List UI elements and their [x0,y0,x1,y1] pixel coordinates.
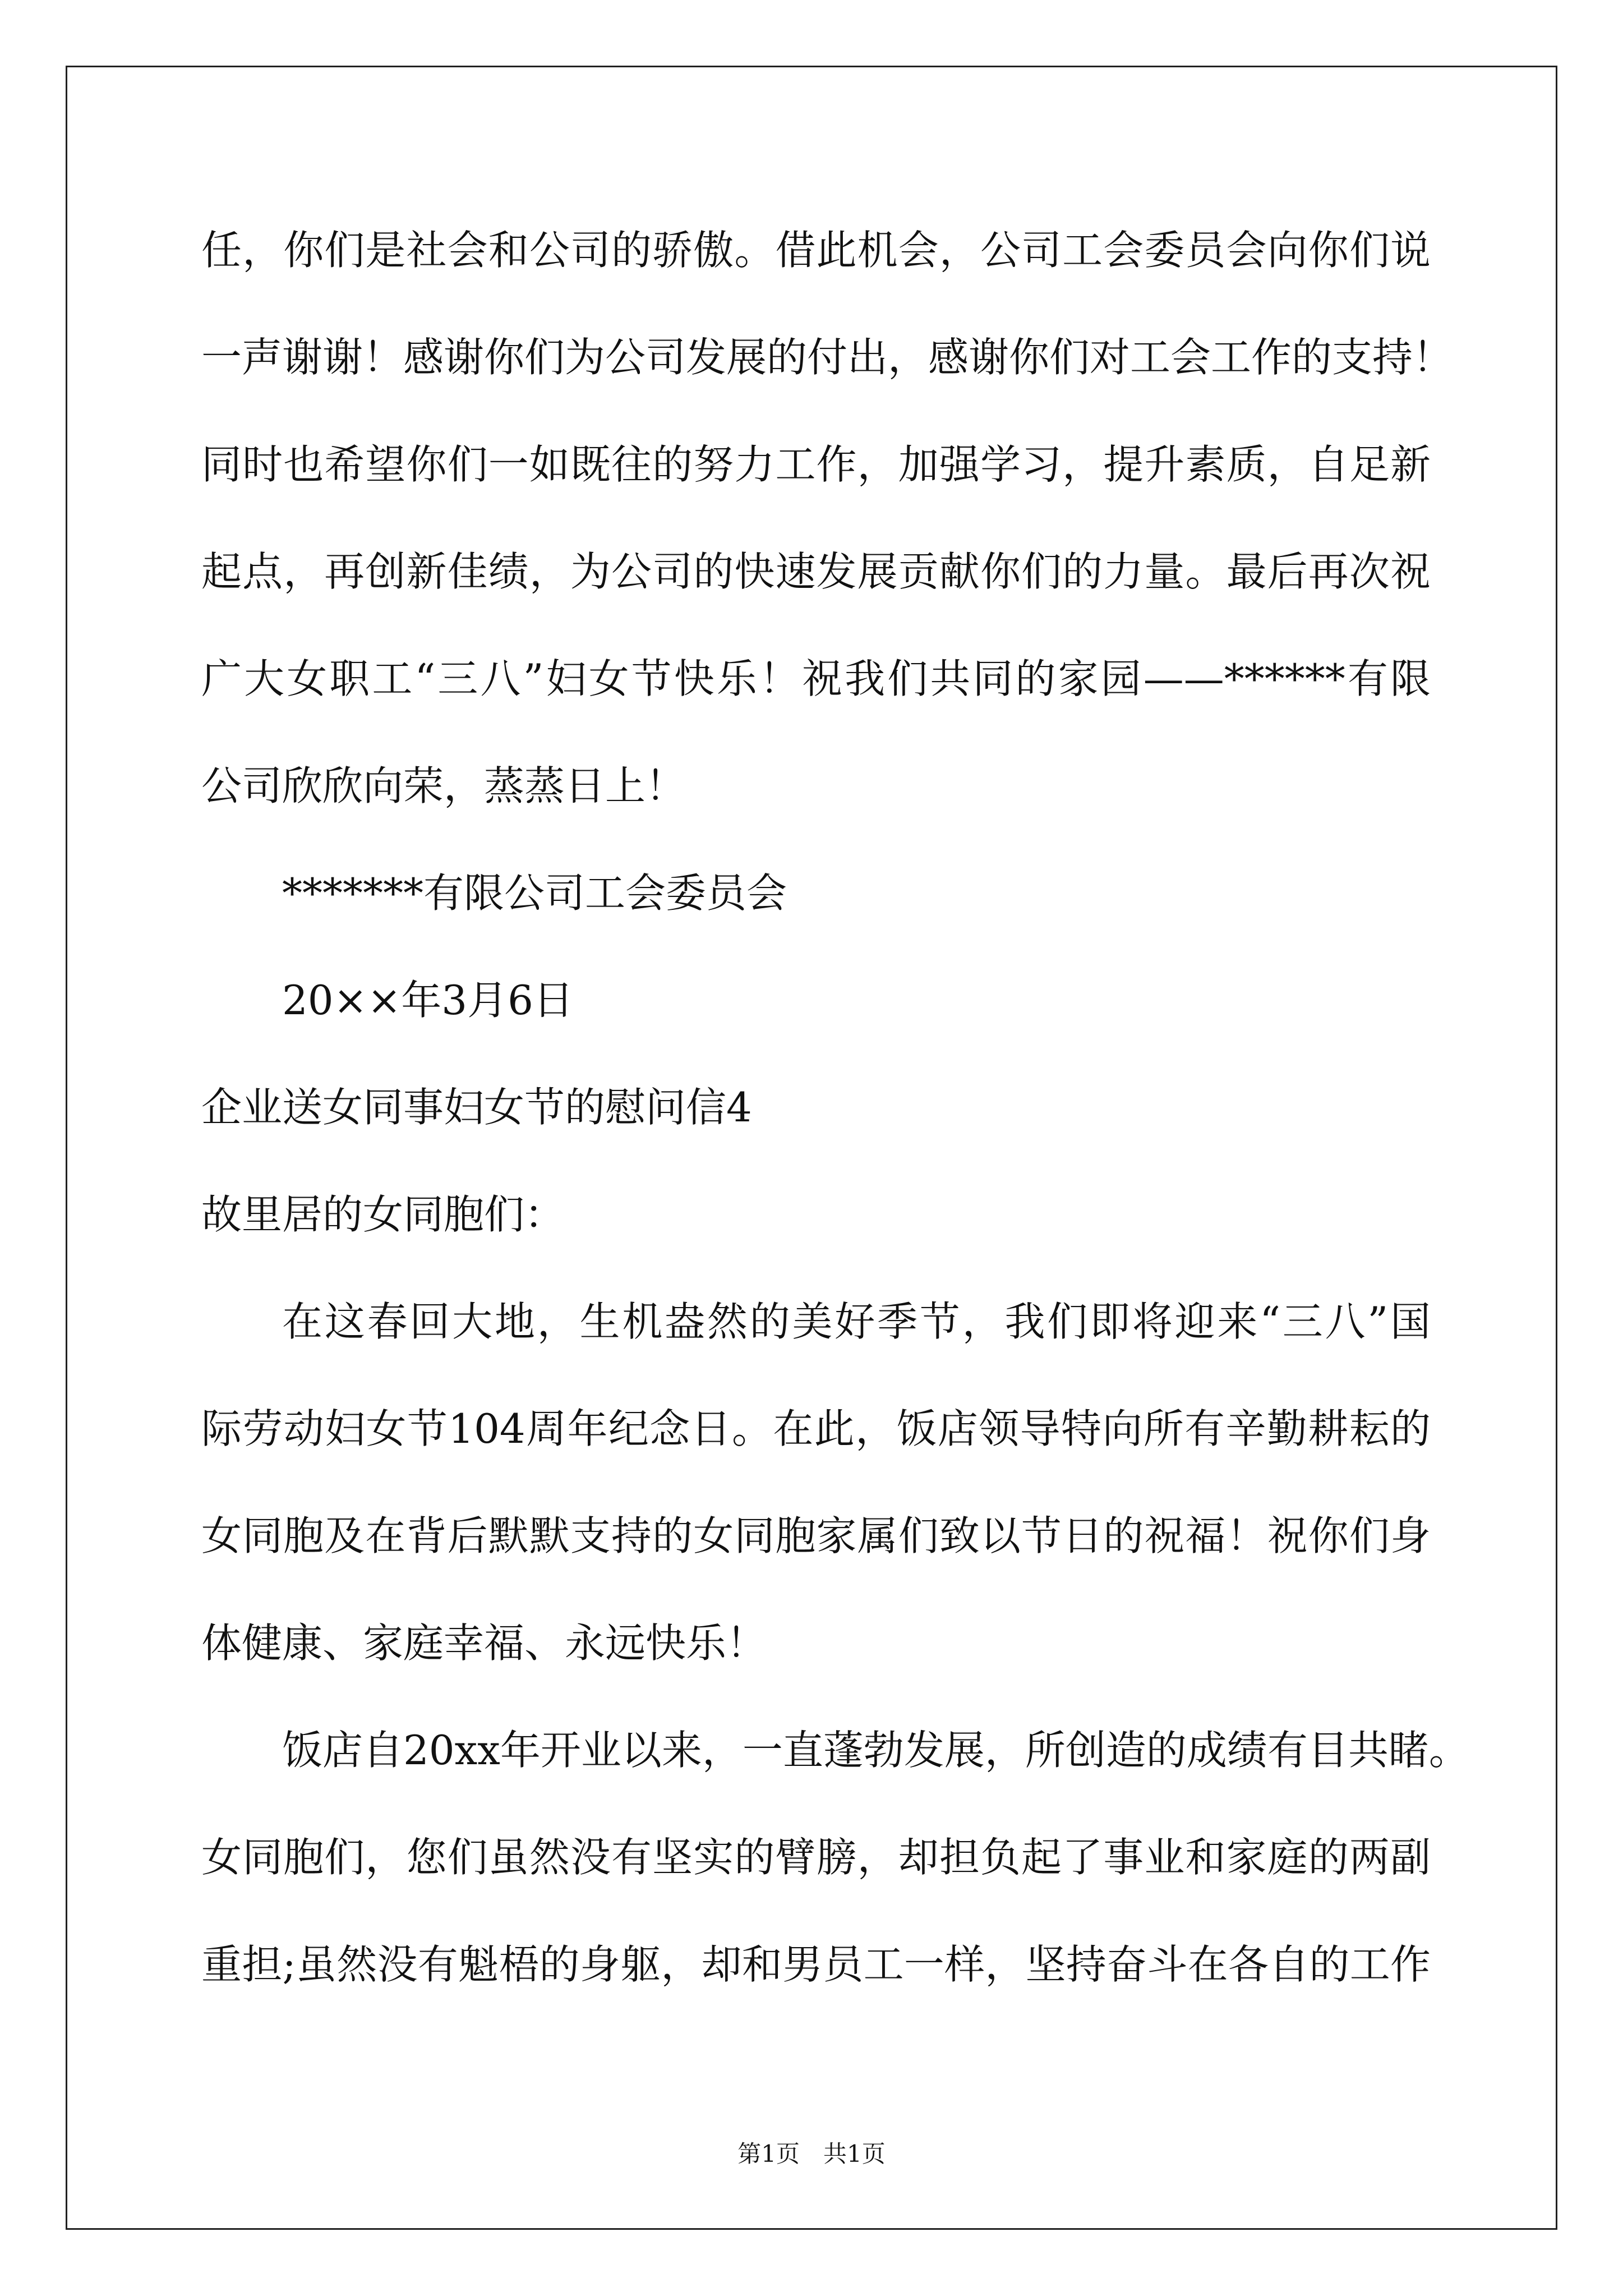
paragraph-line: 任，你们是社会和公司的骄傲。借此机会，公司工会委员会向你们说 [201,227,1431,274]
page-number-footer: 第1页 共1页 [737,2140,886,2168]
paragraph-line: 女同胞及在背后默默支持的女同胞家属们致以节日的祝福！祝你们身 [201,1512,1431,1559]
page-frame [66,66,1557,2230]
paragraph-line: 女同胞们，您们虽然没有坚实的臂膀，却担负起了事业和家庭的两副 [201,1834,1431,1881]
paragraph-line: 重担;虽然没有魁梧的身躯，却和男员工一样，坚持奋斗在各自的工作 [201,1941,1431,1988]
paragraph-line: 在这春回大地，生机盎然的美好季节，我们即将迎来“三八”国 [282,1298,1431,1345]
paragraph-line: 公司欣欣向荣，蒸蒸日上！ [201,762,686,809]
signature-date: 20××年3月6日 [282,977,574,1024]
paragraph-line: 广大女职工“三八”妇女节快乐！祝我们共同的家园——******有限 [201,655,1431,702]
signature-organization: *******有限公司工会委员会 [282,869,787,917]
paragraph-line: 同时也希望你们一如既往的努力工作，加强学习，提升素质，自足新 [201,441,1431,488]
paragraph-line: 起点，再创新佳绩，为公司的快速发展贡献你们的力量。最后再次祝 [201,548,1431,595]
paragraph-line: 际劳动妇女节104周年纪念日。在此，饭店领导特向所有辛勤耕耘的 [201,1405,1431,1452]
paragraph-line: 一声谢谢！感谢你们为公司发展的付出，感谢你们对工会工作的支持！ [201,334,1454,381]
paragraph-line: 体健康、家庭幸福、永远快乐！ [201,1619,767,1667]
salutation: 故里居的女同胞们： [201,1191,565,1238]
section-title: 企业送女同事妇女节的慰问信4 [201,1084,752,1131]
paragraph-line: 饭店自20xx年开业以来，一直蓬勃发展，所创造的成绩有目共睹。 [282,1727,1469,1774]
